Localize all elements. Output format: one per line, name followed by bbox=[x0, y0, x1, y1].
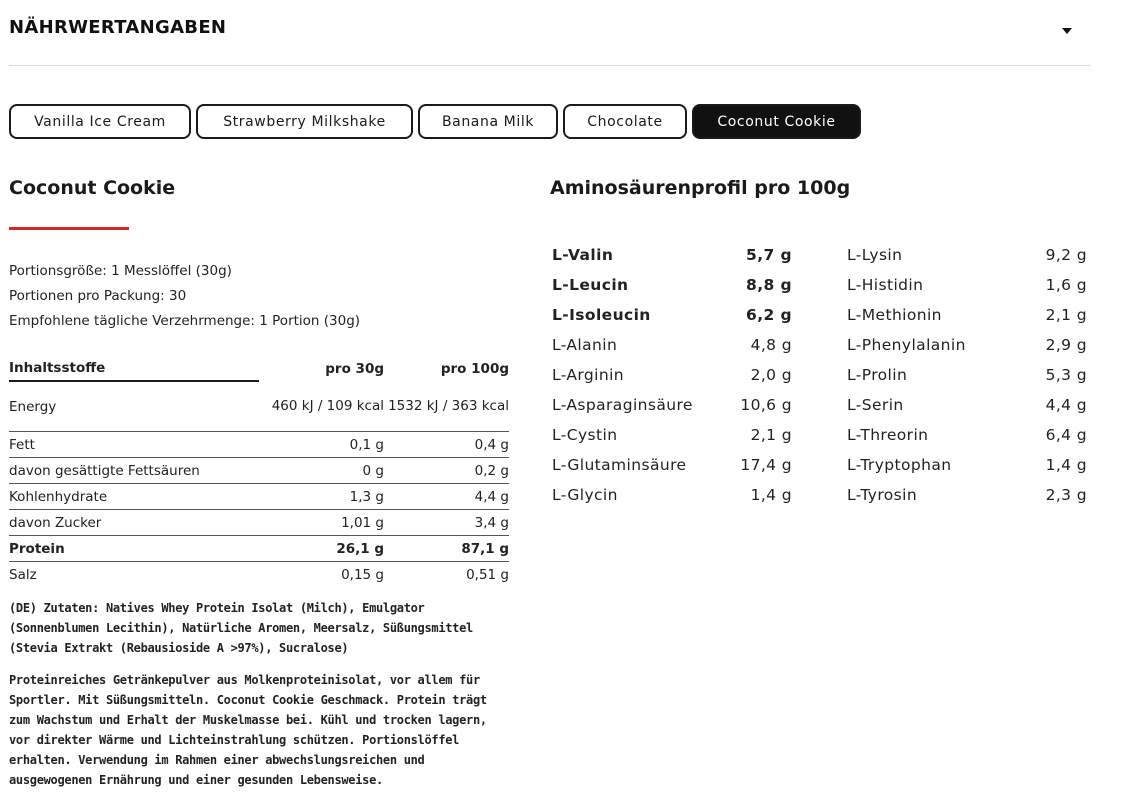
amino-value: 9,2 g bbox=[1045, 246, 1087, 264]
amino-value: 8,8 g bbox=[746, 276, 792, 294]
amino-name: L-Glutaminsäure bbox=[552, 456, 687, 474]
list-item bbox=[847, 300, 1087, 330]
list-item bbox=[847, 480, 1087, 510]
amino-name: L-Glycin bbox=[552, 486, 618, 504]
title-accent-divider bbox=[9, 227, 129, 230]
nutrient-value-30g: 0 g bbox=[259, 458, 384, 484]
amino-value: 4,4 g bbox=[1045, 396, 1087, 414]
amino-value: 4,8 g bbox=[750, 336, 792, 354]
amino-name: L-Histidin bbox=[847, 276, 924, 294]
nutrient-name: Salz bbox=[9, 566, 37, 583]
amino-name: L-Valin bbox=[552, 246, 614, 264]
amino-value: 2,1 g bbox=[750, 426, 792, 444]
amino-name: L-Threorin bbox=[847, 426, 929, 444]
amino-name: L-Tryptophan bbox=[847, 456, 952, 474]
amino-name: L-Methionin bbox=[847, 306, 942, 324]
list-item bbox=[847, 450, 1087, 480]
amino-value: 17,4 g bbox=[740, 456, 792, 474]
accordion-header[interactable] bbox=[9, 0, 1090, 66]
list-item bbox=[847, 390, 1087, 420]
product-title: Coconut Cookie bbox=[9, 177, 176, 199]
header-per-30g: pro 30g bbox=[325, 360, 384, 377]
amino-name: L-Leucin bbox=[552, 276, 629, 294]
list-item bbox=[847, 360, 1087, 390]
amino-name: L-Isoleucin bbox=[552, 306, 651, 324]
nutrient-name: Energy bbox=[9, 381, 259, 432]
table-row bbox=[9, 562, 509, 588]
tab-banana-milk[interactable]: Banana Milk bbox=[418, 104, 558, 139]
nutrient-value-100g: 1532 kJ / 363 kcal bbox=[384, 381, 509, 432]
nutrient-value-30g: 0,15 g bbox=[341, 566, 384, 583]
amino-value: 5,3 g bbox=[1045, 366, 1087, 384]
amino-name: L-Prolin bbox=[847, 366, 908, 384]
tab-coconut-cookie[interactable]: Coconut Cookie bbox=[692, 104, 861, 139]
amino-name: L-Lysin bbox=[847, 246, 903, 264]
nutrition-table bbox=[9, 356, 509, 587]
list-item bbox=[552, 300, 792, 330]
table-row bbox=[9, 484, 509, 510]
table-row bbox=[9, 432, 509, 458]
list-item bbox=[552, 240, 792, 270]
table-row bbox=[9, 536, 509, 562]
nutrient-value-100g: 4,4 g bbox=[384, 484, 509, 510]
amino-profile-title: Aminosäurenprofil pro 100g bbox=[550, 177, 851, 199]
amino-name: L-Serin bbox=[847, 396, 904, 414]
amino-name: L-Alanin bbox=[552, 336, 618, 354]
nutrient-name: Protein bbox=[9, 536, 259, 562]
amino-name: L-Phenylalanin bbox=[847, 336, 966, 354]
nutrient-value-30g: 26,1 g bbox=[259, 536, 384, 562]
amino-value: 2,1 g bbox=[1045, 306, 1087, 324]
nutrient-value-30g: 460 kJ / 109 kcal bbox=[259, 381, 384, 432]
nutrient-name: davon Zucker bbox=[9, 510, 259, 536]
daily-intake: Empfohlene tägliche Verzehrmenge: 1 Portion (30g) bbox=[9, 313, 361, 329]
list-item bbox=[552, 480, 792, 510]
list-item bbox=[847, 420, 1087, 450]
nutrition-header-row bbox=[9, 356, 509, 381]
servings-per-pack: Portionen pro Packung: 30 bbox=[9, 288, 187, 304]
amino-value: 2,3 g bbox=[1045, 486, 1087, 504]
nutrient-value-100g: 0,4 g bbox=[384, 432, 509, 458]
nutrient-value-100g: 87,1 g bbox=[384, 536, 509, 562]
nutrient-name: Fett bbox=[9, 432, 259, 458]
amino-value: 1,4 g bbox=[1045, 456, 1087, 474]
tab-chocolate[interactable]: Chocolate bbox=[563, 104, 687, 139]
nutrient-value-30g: 1,3 g bbox=[259, 484, 384, 510]
list-item bbox=[552, 360, 792, 390]
amino-value: 2,0 g bbox=[750, 366, 792, 384]
table-row bbox=[9, 510, 509, 536]
table-row bbox=[9, 381, 509, 432]
amino-column-right bbox=[847, 240, 1087, 510]
amino-value: 1,6 g bbox=[1045, 276, 1087, 294]
list-item bbox=[847, 330, 1087, 360]
amino-value: 6,2 g bbox=[746, 306, 792, 324]
amino-column-left bbox=[552, 240, 792, 510]
amino-value: 6,4 g bbox=[1045, 426, 1087, 444]
tab-strawberry-milkshake[interactable]: Strawberry Milkshake bbox=[196, 104, 413, 139]
nutrient-value-100g: 3,4 g bbox=[384, 510, 509, 536]
amino-name: L-Tyrosin bbox=[847, 486, 918, 504]
tab-vanilla-ice-cream[interactable]: Vanilla Ice Cream bbox=[9, 104, 191, 139]
header-ingredients: Inhaltsstoffe bbox=[9, 356, 259, 381]
nutrient-name: Kohlenhydrate bbox=[9, 484, 259, 510]
list-item bbox=[847, 270, 1087, 300]
amino-name: L-Asparaginsäure bbox=[552, 396, 693, 414]
serving-size: Portionsgröße: 1 Messlöffel (30g) bbox=[9, 263, 232, 279]
flavor-tabs bbox=[9, 104, 861, 139]
amino-name: L-Arginin bbox=[552, 366, 625, 384]
product-description: Proteinreiches Getränkepulver aus Molkenproteinisolat, vor allem für Sportler. Mit Süßungsmitteln. Coconut Cookie Geschmack. Protein trägt zum Wachstum und Erhalt der Muskelmasse bei. Kühl und trocken lagern, vor direkter Wärme und Lichteinstrahlung schützen. Portionslöffel erhalten. Verwendung im Rahmen einer abwechslungsreichen und ausgewogenen Ernährung und einer gesunden Lebensweise. bbox=[9, 673, 487, 787]
chevron-down-icon[interactable] bbox=[1062, 28, 1072, 34]
nutrient-value-30g: 0,1 g bbox=[259, 432, 384, 458]
section-title: NÄHRWERTANGABEN bbox=[9, 17, 227, 38]
list-item bbox=[552, 330, 792, 360]
header-per-100g: pro 100g bbox=[440, 360, 509, 377]
nutrient-value-100g: 0,51 g bbox=[466, 566, 509, 583]
amino-value: 10,6 g bbox=[740, 396, 792, 414]
table-row bbox=[9, 458, 509, 484]
amino-name: L-Cystin bbox=[552, 426, 618, 444]
list-item bbox=[552, 450, 792, 480]
list-item bbox=[552, 420, 792, 450]
list-item bbox=[552, 270, 792, 300]
amino-value: 1,4 g bbox=[750, 486, 792, 504]
nutrient-name: davon gesättigte Fettsäuren bbox=[9, 458, 259, 484]
list-item bbox=[552, 390, 792, 420]
ingredients-text: (DE) Zutaten: Natives Whey Protein Isolat (Milch), Emulgator (Sonnenblumen Lecithin), Natürliche Aromen, Meersalz, Süßungsmittel (Stevia Extrakt (Rebausioside A >97%), Sucralose) bbox=[9, 601, 473, 655]
amino-value: 2,9 g bbox=[1045, 336, 1087, 354]
nutrient-value-100g: 0,2 g bbox=[384, 458, 509, 484]
list-item bbox=[847, 240, 1087, 270]
amino-value: 5,7 g bbox=[746, 246, 792, 264]
nutrient-value-30g: 1,01 g bbox=[259, 510, 384, 536]
